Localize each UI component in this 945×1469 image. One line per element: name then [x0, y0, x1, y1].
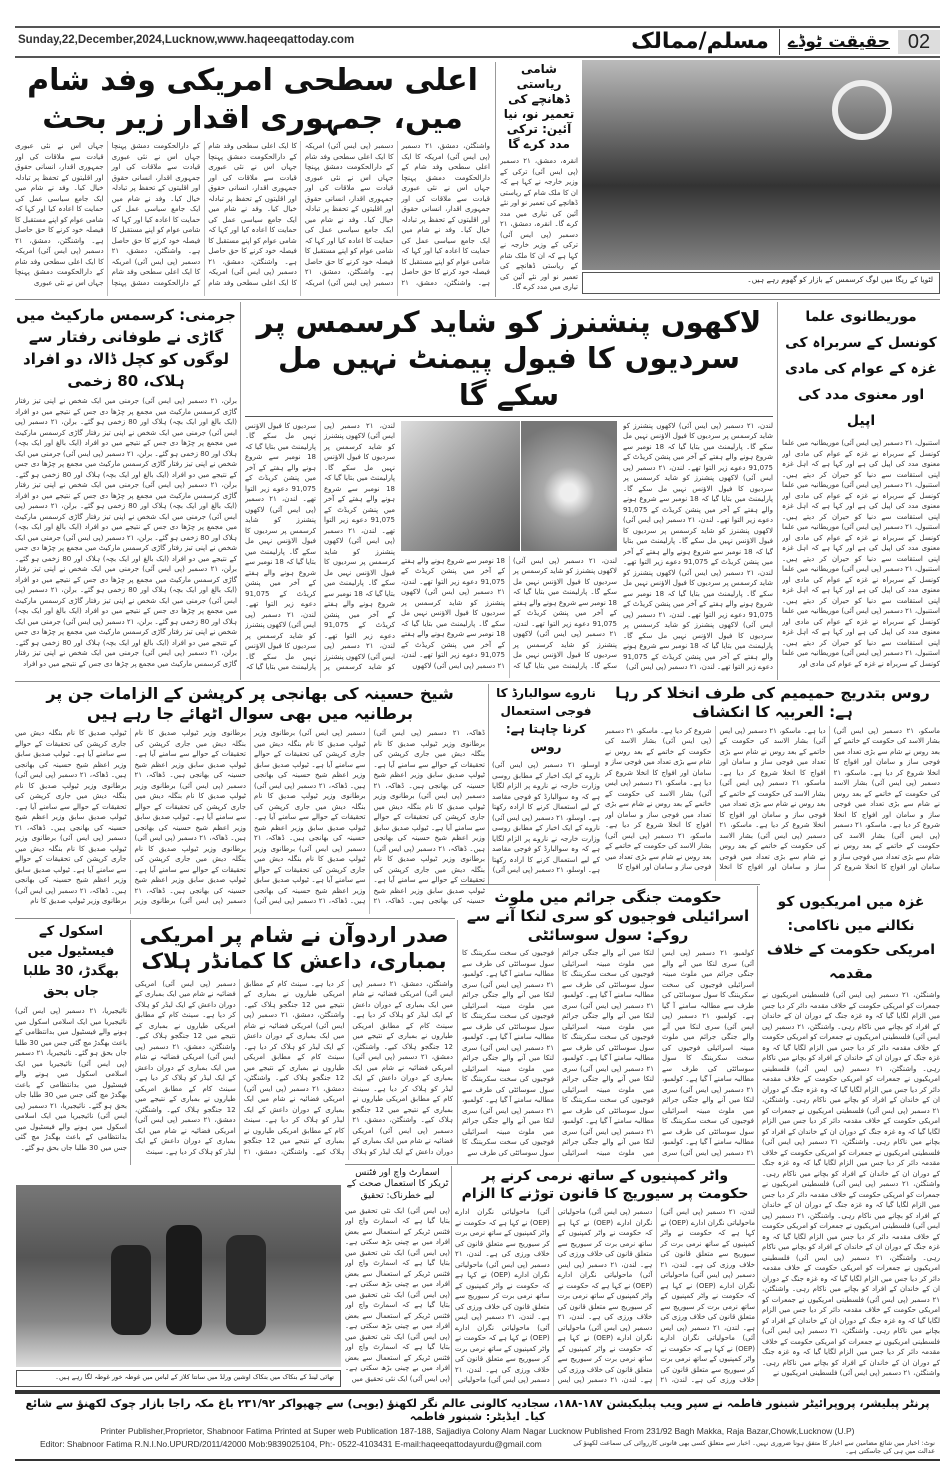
- christmas-market-photo: [582, 60, 940, 270]
- us-delegation-article: [15, 62, 490, 296]
- gaza-body: واشنگٹن، ۲۱ دسمبر (پی ایس آئی) فلسطینی امریکیوں نے جمعرات کو امریکی حکومت کے خلاف مقدمہ دائر کر دیا جس میں الزام لگایا گیا کہ وہ غزہ جنگ کے دوران ان کے خاندان کے افراد کو بچانے میں ناکام رہی۔ واشنگٹن، ۲۱ دسمبر (پی ایس آئی) فلسطینی امریکیوں نے جمعرات کو امریکی حکومت کے خلاف مقدمہ دائر کر دیا جس میں الزام لگایا گیا کہ وہ غزہ جنگ کے دوران ان کے خاندان کے افراد کو بچانے میں ناکام رہی۔ واشنگٹن، ۲۱ دسمبر (پی ایس آئی) فلسطینی امریکیوں نے جمعرات کو امریکی حکومت کے خلاف مقدمہ دائر کر دیا جس میں الزام لگایا گیا کہ وہ غزہ جنگ کے دوران ان کے خاندان کے افراد کو بچانے میں ناکام رہی۔ واشنگٹن، ۲۱ دسمبر (پی ایس آئی) فلسطینی امریکیوں نے جمعرات کو امریکی حکومت کے خلاف مقدمہ دائر کر دیا جس میں الزام لگایا گیا کہ وہ غزہ جنگ کے دوران ان کے خاندان کے افراد کو بچانے میں ناکام رہی۔ واشنگٹن، ۲۱ دسمبر (پی ایس آئی) فلسطینی امریکیوں نے جمعرات کو امریکی حکومت کے خلاف مقدمہ دائر کر دیا جس میں الزام لگایا گیا کہ وہ غزہ جنگ کے دوران ان کے خاندان کے افراد کو بچانے میں ناکام رہی۔ واشنگٹن، ۲۱ دسمبر (پی ایس آئی) فلسطینی امریکیوں نے جمعرات کو امریکی حکومت کے خلاف مقدمہ دائر کر دیا جس میں الزام لگایا گیا کہ وہ غزہ جنگ کے دوران ان کے خاندان کے افراد کو بچانے میں ناکام رہی۔ واشنگٹن، ۲۱ دسمبر (پی ایس آئی) فلسطینی امریکیوں نے جمعرات کو امریکی حکومت کے خلاف مقدمہ دائر کر دیا جس میں الزام لگایا گیا کہ وہ غزہ جنگ کے دوران ان کے خاندان کے افراد کو بچانے میں ناکام رہی۔ واشنگٹن، ۲۱ دسمبر (پی ایس آئی) فلسطینی امریکیوں نے جمعرات کو امریکی حکومت کے خلاف مقدمہ دائر کر دیا جس میں الزام لگایا گیا کہ وہ غزہ جنگ کے دوران ان کے خاندان کے افراد کو بچانے میں ناکام رہی۔ واشنگٹن، ۲۱ دسمبر (پی ایس آئی) فلسطینی امریکیوں نے جمعرات کو امریکی حکومت کے خلاف مقدمہ دائر کر دیا جس میں الزام لگایا گیا کہ وہ غزہ جنگ کے دوران ان کے خاندان کے افراد کو بچانے میں ناکام رہی۔ واشنگٹن، ۲۱ دسمبر (پی ایس آئی) فلسطینی امریکیوں نے جمعرات کو امریکی حکومت کے خلاف مقدمہ دائر کر دیا جس میں الزام لگایا گیا کہ وہ غزہ جنگ کے دوران ان کے خاندان کے افراد کو بچانے میں ناکام رہی۔ واشنگٹن، ۲۱ دسمبر (پی ایس آئی) فلسطینی امریکیوں نے: [762, 991, 940, 1377]
- santa-divers-photo: [16, 1185, 341, 1367]
- srilanka-body: کولمبو، ۲۱ دسمبر (پی ایس آئی) سری لنکا میں آنے والے جنگی جرائم میں ملوث مبینہ اسرائیلی فوجیوں کی سخت سکریننگ کا سول سوسائٹی کی طرف سے مطالبہ سامنے آ گیا ہے۔ کولمبو، ۲۱ دسمبر (پی ایس آئی) سری لنکا میں آنے والے جنگی جرائم میں ملوث مبینہ اسرائیلی فوجیوں کی سخت سکریننگ کا سول سوسائٹی کی طرف سے مطالبہ سامنے آ گیا ہے۔ کولمبو، ۲۱ دسمبر (پی ایس آئی) سری لنکا میں آنے والے جنگی جرائم میں ملوث مبینہ اسرائیلی فوجیوں کی سخت سکریننگ کا سول سوسائٹی کی طرف سے مطالبہ سامنے آ گیا ہے۔ کولمبو، ۲۱ دسمبر (پی ایس آئی) سری لنکا میں آنے والے جنگی جرائم میں ملوث مبینہ اسرائیلی فوجیوں کی سخت سکریننگ کا سول سوسائٹی کی طرف سے مطالبہ سامنے آ گیا ہے۔ کولمبو، ۲۱ دسمبر (پی ایس آئی) سری لنکا میں آنے والے جنگی جرائم میں ملوث مبینہ اسرائیلی فوجیوں کی سخت سکریننگ کا سول سوسائٹی کی طرف سے مطالبہ سامنے آ گیا ہے۔ کولمبو، ۲۱ دسمبر (پی ایس آئی) سری لنکا میں آنے والے جنگی جرائم میں ملوث مبینہ اسرائیلی فوجیوں کی سخت سکریننگ کا سول سوسائٹی کی طرف سے مطالبہ سامنے آ گیا ہے۔ کولمبو، ۲۱ دسمبر (پی ایس آئی) سری لنکا میں آنے والے جنگی جرائم میں ملوث مبینہ اسرائیلی فوجیوں کی سخت سکریننگ کا سول سوسائٹی کی طرف سے مطالبہ سامنے آ گیا ہے۔ کولمبو، ۲۱ دسمبر (پی ایس آئی) سری لنکا میں آنے والے جنگی جرائم میں ملوث مبینہ اسرائیلی فوجیوں کی سخت سکریننگ کا سول سوسائٹی کی طرف سے مطالبہ سامنے آ گیا ہے۔ کولمبو، ۲۱ دسمبر (پی ایس آئی) سری لنکا میں آنے والے جنگی جرائم میں ملوث مبینہ اسرائیلی فوجیوں کی سخت سکریننگ کا سول سوسائٹی کی طرف سے مطالبہ سامنے آ گیا ہے۔ کولمبو، ۲۱ دسمبر (پی ایس آئی) سری لنکا میں آنے والے جنگی جرائم میں ملوث مبینہ اسرائیلی فوجیوں کی سخت سکریننگ کا سول سوسائٹی کی طرف سے: [462, 949, 754, 1157]
- water-headline: واٹر کمپنیوں کے ساتھ نرمی کرنے پر حکومت پر سیوریج کا قانون توڑنے کا الزام: [461, 1168, 749, 1202]
- smartwatch-headline: اسمارٹ واچ اور فٹنس ٹریکر کا استعمال صحت کے لیے خطرناک: تحقیق: [346, 1168, 449, 1201]
- smartwatch-body: (پی ایس آئی) ایک نئی تحقیق میں بتایا گیا ہے کہ اسمارٹ واچ اور فٹنس ٹریکر کے استعمال سے بعض افراد میں بے چینی بڑھ سکتی ہے۔ (پی ایس آئی) ایک نئی تحقیق میں بتایا گیا ہے کہ اسمارٹ واچ اور فٹنس ٹریکر کے استعمال سے بعض افراد میں بے چینی بڑھ سکتی ہے۔ (پی ایس آئی) ایک نئی تحقیق میں بتایا گیا ہے کہ اسمارٹ واچ اور فٹنس ٹریکر کے استعمال سے بعض افراد میں بے چینی بڑھ سکتی ہے۔ (پی ایس آئی) ایک نئی تحقیق میں بتایا گیا ہے کہ اسمارٹ واچ اور فٹنس ٹریکر کے استعمال سے بعض افراد میں بے چینی بڑھ سکتی ہے۔ (پی ایس آئی) ایک نئی تحقیق میں: [345, 1206, 450, 1383]
- germany-article: [15, 304, 237, 678]
- erdogan-article: [135, 922, 453, 1160]
- norway-article: [492, 684, 600, 882]
- turkey-headline: شامی ریاستی ڈھانچے کی تعمیر نو، نیا آئین: ترکی مدد کرے گا: [503, 62, 575, 151]
- diver-figure-icon: [226, 1235, 266, 1335]
- photo-caption: لٹویا کے ریگا میں لوگ کرسمس کے بازار کو گھوم رہے ہیں۔: [582, 272, 940, 294]
- imprint-english: Printer Publisher,Proprietor, Shabnoor Fatima Printed at Super web Publication 187-188, Sajjadiya Colony Alam Nagar Lucknow Published From 231/92 Bagh Makka, Raja Bazar,Chowk,Lucknow (U.P): [100, 1426, 855, 1436]
- hasina-headline: شیخ حسینہ کی بھانجی پر کرپشن کے الزامات جن پر برطانیہ میں بھی سوال اٹھائے جا رہے ہیں: [46, 684, 454, 723]
- school-article: [15, 922, 127, 1160]
- pensioners-body-left: لندن، ۲۱ دسمبر (پی ایس آئی) لاکھوں پنشنرز کو شاید کرسمس پر سردیوں کا فیول الاؤنس نہیں مل سکے گا۔ پارلیمنٹ میں بتایا گیا کہ 18 نومبر سے شروع ہونے والے ہفتے کے آخر میں پنشن کریڈٹ کے 91,075 دعوے زیر التوا تھے۔ لندن، ۲۱ دسمبر (پی ایس آئی) لاکھوں پنشنرز کو شاید کرسمس پر سردیوں کا فیول الاؤنس نہیں مل سکے گا۔ پارلیمنٹ میں بتایا گیا کہ 18 نومبر سے شروع ہونے والے ہفتے کے آخر میں پنشن کریڈٹ کے 91,075 دعوے زیر التوا تھے۔ لندن، ۲۱ دسمبر (پی ایس آئی) لاکھوں پنشنرز کو شاید کرسمس پر سردیوں کا فیول الاؤنس نہیں مل سکے گا۔ پارلیمنٹ میں بتایا گیا کہ 18 نومبر سے شروع ہونے والے ہفتے کے آخر میں پنشن کریڈٹ کے 91,075 دعوے زیر التوا تھے۔ لندن، ۲۱ دسمبر (پی ایس آئی) لاکھوں پنشنرز کو شاید کرسمس پر سردیوں کا فیول الاؤنس نہیں مل سکے گا۔ پارلیمنٹ میں بتایا گیا کہ 18 نومبر سے شروع ہونے والے ہفتے کے آخر میں پنشن کریڈٹ کے 91,075 دعوے زیر التوا تھے۔ لندن، ۲۱ دسمبر (پی ایس آئی) لاکھوں پنشنرز کو شاید کرسمس پر سردیوں کا فیول الاؤنس نہیں مل سکے گا۔ پارلیمنٹ میں بتایا گیا کہ: [245, 421, 395, 672]
- pensioners-photos: [401, 421, 617, 551]
- date-line: Sunday,22,December,2024,Lucknow,www.haqeeqattoday.com: [18, 34, 355, 46]
- water-body: لندن، ۲۱ دسمبر (پی ایس آئی) ماحولیاتی نگران ادارے (OEP) نے کہا ہے کہ حکومت نے واٹر کمپنیوں کے ساتھ نرمی برت کر سیوریج سے متعلق قانون کی خلاف ورزی کی ہے۔ لندن، ۲۱ دسمبر (پی ایس آئی) ماحولیاتی نگران ادارے (OEP) نے کہا ہے کہ حکومت نے واٹر کمپنیوں کے ساتھ نرمی برت کر سیوریج سے متعلق قانون کی خلاف ورزی کی ہے۔ لندن، ۲۱ دسمبر (پی ایس آئی) ماحولیاتی نگران ادارے (OEP) نے کہا ہے کہ حکومت نے واٹر کمپنیوں کے ساتھ نرمی برت کر سیوریج سے متعلق قانون کی خلاف ورزی کی ہے۔ لندن، ۲۱ دسمبر (پی ایس آئی) ماحولیاتی نگران ادارے (OEP) نے کہا ہے کہ حکومت نے واٹر کمپنیوں کے ساتھ نرمی برت کر سیوریج سے متعلق قانون کی خلاف ورزی کی ہے۔ لندن، ۲۱ دسمبر (پی ایس آئی) ماحولیاتی نگران ادارے (OEP) نے کہا ہے کہ حکومت نے واٹر کمپنیوں کے ساتھ نرمی برت کر سیوریج سے متعلق قانون کی خلاف ورزی کی ہے۔ لندن، ۲۱ دسمبر (پی ایس آئی) ماحولیاتی نگران ادارے (OEP) نے کہا ہے کہ حکومت نے واٹر کمپنیوں کے ساتھ نرمی برت کر سیوریج سے متعلق قانون کی خلاف ورزی کی ہے۔ لندن، ۲۱ دسمبر (پی ایس آئی) ماحولیاتی نگران ادارے (OEP) نے کہا ہے کہ حکومت نے واٹر کمپنیوں کے ساتھ نرمی برت کر سیوریج سے متعلق قانون کی خلاف ورزی کی ہے۔ لندن، ۲۱ دسمبر (پی ایس آئی) ماحولیاتی نگران ادارے (OEP) نے کہا ہے کہ حکومت نے واٹر کمپنیوں کے ساتھ نرمی برت کر سیوریج سے متعلق قانون کی خلاف ورزی کی ہے۔ لندن، ۲۱ دسمبر (پی ایس آئی) ماحولیاتی نگران ادارے (OEP) نے کہا ہے کہ حکومت نے واٹر کمپنیوں کے ساتھ نرمی برت کر سیوریج سے متعلق قانون کی خلاف ورزی کی ہے۔ لندن، ۲۱ دسمبر (پی ایس آئی) ماحولیاتی: [455, 1208, 755, 1384]
- school-body: نائیجیریا، ۲۱ دسمبر (پی ایس آئی) نائیجیریا میں ایک اسلامی اسکول میں ہونے والے فیسٹیول میں بدانتظامی کے باعث بھگدڑ مچ گئی جس میں 30 طلبا جاں بحق ہو گئے۔ نائیجیریا، ۲۱ دسمبر (پی ایس آئی) نائیجیریا میں ایک اسلامی اسکول میں ہونے والے فیسٹیول میں بدانتظامی کے باعث بھگدڑ مچ گئی جس میں 30 طلبا جاں بحق ہو گئے۔ نائیجیریا، ۲۱ دسمبر (پی ایس آئی) نائیجیریا میں ایک اسلامی اسکول میں ہونے والے فیسٹیول میں بدانتظامی کے باعث بھگدڑ مچ گئی جس میں 30 طلبا جاں بحق ہو گئے۔: [15, 1007, 127, 1152]
- russia-body: ماسکو، ۲۱ دسمبر (پی ایس آئی) بشار الاسد کی حکومت کے خاتمے کے بعد روس نے شام سے بڑی تعداد میں فوجی ساز و سامان اور افواج کا انخلا شروع کر دیا ہے۔ ماسکو، ۲۱ دسمبر (پی ایس آئی) بشار الاسد کی حکومت کے خاتمے کے بعد روس نے شام سے بڑی تعداد میں فوجی ساز و سامان اور افواج کا انخلا شروع کر دیا ہے۔ ماسکو، ۲۱ دسمبر (پی ایس آئی) بشار الاسد کی حکومت کے خاتمے کے بعد روس نے شام سے بڑی تعداد میں فوجی ساز و سامان اور افواج کا انخلا شروع کر دیا ہے۔ ماسکو، ۲۱ دسمبر (پی ایس آئی) بشار الاسد کی حکومت کے خاتمے کے بعد روس نے شام سے بڑی تعداد میں فوجی ساز و سامان اور افواج کا انخلا شروع کر دیا ہے۔ ماسکو، ۲۱ دسمبر (پی ایس آئی) بشار الاسد کی حکومت کے خاتمے کے بعد روس نے شام سے بڑی تعداد میں فوجی ساز و سامان اور افواج کا انخلا شروع کر دیا ہے۔ ماسکو، ۲۱ دسمبر (پی ایس آئی) بشار الاسد کی حکومت کے خاتمے کے بعد روس نے شام سے بڑی تعداد میں فوجی ساز و سامان اور افواج کا انخلا شروع کر دیا ہے۔ ماسکو، ۲۱ دسمبر (پی ایس آئی) بشار الاسد کی حکومت کے خاتمے کے بعد روس نے شام سے بڑی تعداد میں فوجی ساز و سامان اور افواج کا انخلا شروع کر دیا ہے۔ ماسکو، ۲۱ دسمبر (پی ایس آئی) بشار الاسد کی حکومت کے خاتمے کے بعد روس نے شام سے بڑی تعداد میں فوجی ساز و سامان اور افواج کا انخلا شروع کر دیا ہے۔ ماسکو، ۲۱ دسمبر (پی ایس آئی) بشار الاسد کی حکومت کے خاتمے کے بعد روس نے شام سے بڑی تعداد میں فوجی ساز و سامان اور افواج کا: [605, 726, 940, 871]
- us-delegation-body: واشنگٹن، دمشق، ۲۱ دسمبر (پی ایس آئی) امریکہ کا ایک اعلی سطحی وفد شام کے دارالحکومت دمشق پہنچا جہاں اس نے نئی عبوری قیادت سے ملاقات کی اور جمہوری اقدار، انسانی حقوق اور اقلیتوں کے تحفظ پر تبادلہ خیال کیا۔ وفد نے شام میں ایک جامع سیاسی عمل کی حمایت کا اعادہ کیا اور کہا کہ شامی عوام کو اپنے مستقبل کا فیصلہ خود کرنے کا حق حاصل ہے۔ واشنگٹن، دمشق، ۲۱ دسمبر (پی ایس آئی) امریکہ کا ایک اعلی سطحی وفد شام کے دارالحکومت دمشق پہنچا جہاں اس نے نئی عبوری قیادت سے ملاقات کی اور جمہوری اقدار، انسانی حقوق اور اقلیتوں کے تحفظ پر تبادلہ خیال کیا۔ وفد نے شام میں ایک جامع سیاسی عمل کی حمایت کا اعادہ کیا اور کہا کہ شامی عوام کو اپنے مستقبل کا فیصلہ خود کرنے کا حق حاصل ہے۔ واشنگٹن، دمشق، ۲۱ دسمبر (پی ایس آئی) امریکہ کا ایک اعلی سطحی وفد شام کے دارالحکومت دمشق پہنچا جہاں اس نے نئی عبوری قیادت سے ملاقات کی اور جمہوری اقدار، انسانی حقوق اور اقلیتوں کے تحفظ پر تبادلہ خیال کیا۔ وفد نے شام میں ایک جامع سیاسی عمل کی حمایت کا اعادہ کیا اور کہا کہ شامی عوام کو اپنے مستقبل کا فیصلہ خود کرنے کا حق حاصل ہے۔ واشنگٹن، دمشق، ۲۱ دسمبر (پی ایس آئی) امریکہ کا ایک اعلی سطحی وفد شام کے دارالحکومت دمشق پہنچا جہاں اس نے نئی عبوری قیادت سے ملاقات کی اور جمہوری اقدار، انسانی حقوق اور اقلیتوں کے تحفظ پر تبادلہ خیال کیا۔ وفد نے شام میں ایک جامع سیاسی عمل کی حمایت کا اعادہ کیا اور کہا کہ شامی عوام کو اپنے مستقبل کا فیصلہ خود کرنے کا حق حاصل ہے۔ واشنگٹن، دمشق، ۲۱ دسمبر (پی ایس آئی) امریکہ کا ایک اعلی سطحی وفد شام کے دارالحکومت دمشق پہنچا جہاں اس نے نئی عبوری قیادت سے ملاقات کی اور جمہوری اقدار، انسانی حقوق اور اقلیتوں کے تحفظ پر تبادلہ خیال کیا۔ وفد نے شام میں ایک جامع سیاسی عمل کی حمایت کا اعادہ کیا اور کہا کہ شامی عوام کو اپنے مستقبل کا فیصلہ خود کرنے کا حق حاصل ہے۔ واشنگٹن، دمشق، ۲۱ دسمبر (پی ایس آئی) امریکہ کا ایک اعلی سطحی وفد شام کے دارالحکومت دمشق پہنچا جہاں اس نے نئی عبوری: [15, 142, 490, 287]
- norway-headline: ناروے سوالبارڈ کا فوجی استعمال کرنا چاہتا ہے: روس: [496, 686, 596, 754]
- imprint-urdu: پرنٹر پبلیشر، پروپرائیٹر شبنور فاطمہ نے سپر ویب پبلیکیشن ۱۸۷-۱۸۸، سجادیہ کالونی عالم نگر لکھنؤ (یوپی) سے چھپواکر ۲۳۱/۹۲ باغ مکہ راجا بازار چوک لکھنؤ سے شائع کیا۔ ایڈیٹر: شبنور فاطمہ: [25, 1397, 930, 1423]
- pensioners-lead: لندن، ۲۱ دسمبر (پی ایس آئی) لاکھوں پنشنرز کو شاید کرسمس پر سردیوں کا فیول الاؤنس نہیں مل سکے گا۔ پارلیمنٹ میں بتایا گیا کہ 18 نومبر سے شروع ہونے والے ہفتے کے آخر میں پنشن کریڈٹ کے 91,075 دعوے زیر التوا تھے۔ لندن، ۲۱ دسمبر (پی ایس آئی) لاکھوں پنشنرز کو شاید کرسمس پر سردیوں کا فیول الاؤنس نہیں مل سکے گا۔ پارلیمنٹ میں بتایا گیا کہ 18 نومبر سے شروع ہونے والے ہفتے کے آخر میں پنشن کریڈٹ کے 91,075 دعوے زیر التوا تھے۔ لندن، ۲۱ دسمبر (پی ایس آئی) لاکھوں پنشنرز کو شاید کرسمس پر سردیوں کا فیول الاؤنس نہیں مل سکے گا۔ پارلیمنٹ میں بتایا گیا کہ 18 نومبر سے شروع ہونے والے ہفتے کے آخر میں پنشن کریڈٹ کے 91,075 دعوے زیر التوا تھے۔ لندن، ۲۱ دسمبر (پی ایس آئی) لاکھوں پنشنرز کو شاید کرسمس پر سردیوں کا فیول الاؤنس نہیں مل سکے گا۔ پارلیمنٹ میں بتایا گیا کہ 18 نومبر سے شروع ہونے والے ہفتے کے آخر میں پنشن کریڈٹ کے 91,075 دعوے زیر التوا تھے۔ لندن، ۲۱ دسمبر (پی ایس آئی) لاکھوں پنشنرز کو شاید کرسمس پر سردیوں کا فیول الاؤنس نہیں مل سکے گا۔ پارلیمنٹ میں بتایا گیا کہ 18 نومبر سے شروع ہونے والے ہفتے کے آخر میں پنشن کریڈٹ کے 91,075 دعوے زیر التوا تھے۔ لندن، ۲۱ دسمبر (پی ایس آئی): [623, 421, 773, 672]
- photo-caption: تھائی لینڈ کے بنکاک میں بنکاک اوشین ورلڈ میں سانتا کلاز کے لباس میں غوطہ خور غوطہ لگا رہے ہیں۔: [16, 1370, 341, 1387]
- us-delegation-headline: اعلی سطحی امریکی وفد شام میں، جمہوری اقدار زیر بحث: [27, 63, 478, 136]
- russia-article: [605, 684, 940, 881]
- coins-in-hand-photo: [521, 421, 617, 551]
- water-article: [455, 1168, 755, 1386]
- pensioners-article: [245, 304, 773, 678]
- erdogan-headline: صدر اردوآن نے شام پر امریکی بمباری، داعش کا کمانڈر ہلاک: [139, 923, 449, 974]
- school-headline: اسکول کے فیسٹیول میں بھگدڑ، 30 طلبا جاں بحق: [23, 924, 119, 999]
- srilanka-article: [462, 888, 754, 1162]
- header-masthead-group: [631, 28, 940, 55]
- pensioners-headline: لاکھوں پنشنرز کو شاید کرسمس پر سردیوں کا فیول پیمنٹ نہیں مل سکے گا: [245, 304, 773, 417]
- turkey-article: [500, 62, 578, 295]
- pensioners-body-bottom: لندن، ۲۱ دسمبر (پی ایس آئی) لاکھوں پنشنرز کو شاید کرسمس پر سردیوں کا فیول الاؤنس نہیں مل سکے گا۔ پارلیمنٹ میں بتایا گیا کہ 18 نومبر سے شروع ہونے والے ہفتے کے آخر میں پنشن کریڈٹ کے 91,075 دعوے زیر التوا تھے۔ لندن، ۲۱ دسمبر (پی ایس آئی) لاکھوں پنشنرز کو شاید کرسمس پر سردیوں کا فیول الاؤنس نہیں مل سکے گا۔ پارلیمنٹ میں بتایا گیا کہ 18 نومبر سے شروع ہونے والے ہفتے کے آخر میں پنشن کریڈٹ کے 91,075 دعوے زیر التوا تھے۔ لندن، ۲۱ دسمبر (پی ایس آئی) لاکھوں پنشنرز کو شاید کرسمس پر سردیوں کا فیول الاؤنس نہیں مل سکے گا۔ پارلیمنٹ میں بتایا گیا کہ 18 نومبر سے شروع ہونے والے ہفتے کے آخر میں پنشن کریڈٹ کے 91,075 دعوے زیر التوا تھے۔ لندن، ۲۱ دسمبر (پی ایس آئی) لاکھوں: [401, 556, 617, 670]
- masthead-logo: حقیقت ٹوڈے: [787, 32, 890, 52]
- russia-headline: روس بتدریج حمیمیم کی طرف انخلا کر رہا ہے: العربیہ کا انکشاف: [615, 684, 930, 721]
- disclaimer: نوٹ: اخبار میں شائع مضامین سے اخبار کا متفق ہونا ضروری نہیں۔ اخبار سے متعلق کسی بھی قانونی کارروائی کی سماعت لکھنؤ کی عدالت میں ہی کی جاسکتی ہے۔: [573, 1439, 935, 1455]
- turkey-body: انقرہ، دمشق، ۲۱ دسمبر (پی ایس آئی) ترکی کے وزیر خارجہ نے کہا ہے کہ ان کا ملک شام کے ریاستی ڈھانچے کی تعمیر نو اور نئے آئین کی تیاری میں مدد کرے گا۔ انقرہ، دمشق، ۲۱ دسمبر (پی ایس آئی) ترکی کے وزیر خارجہ نے کہا ہے کہ ان کا ملک شام کے ریاستی ڈھانچے کی تعمیر نو اور نئے آئین کی تیاری میں مدد کرے گا۔: [500, 157, 578, 291]
- heater-photo: [401, 421, 520, 551]
- mauritania-body: استنبول، ۲۱ دسمبر (پی ایس آئی) موریطانیہ میں علما کونسل کے سربراہ نے غزہ کے عوام کی مادی اور معنوی مدد کی اپیل کی ہے اور کہا ہے کہ اہل غزہ اپنی استقامت سے دنیا کو حیران کر دیتے ہیں۔ استنبول، ۲۱ دسمبر (پی ایس آئی) موریطانیہ میں علما کونسل کے سربراہ نے غزہ کے عوام کی مادی اور معنوی مدد کی اپیل کی ہے اور کہا ہے کہ اہل غزہ اپنی استقامت سے دنیا کو حیران کر دیتے ہیں۔ استنبول، ۲۱ دسمبر (پی ایس آئی) موریطانیہ میں علما کونسل کے سربراہ نے غزہ کے عوام کی مادی اور معنوی مدد کی اپیل کی ہے اور کہا ہے کہ اہل غزہ اپنی استقامت سے دنیا کو حیران کر دیتے ہیں۔ استنبول، ۲۱ دسمبر (پی ایس آئی) موریطانیہ میں علما کونسل کے سربراہ نے غزہ کے عوام کی مادی اور معنوی مدد کی اپیل کی ہے اور کہا ہے کہ اہل غزہ اپنی استقامت سے دنیا کو حیران کر دیتے ہیں۔ استنبول، ۲۱ دسمبر (پی ایس آئی) موریطانیہ میں علما کونسل کے سربراہ نے غزہ کے عوام کی مادی اور معنوی مدد کی اپیل کی ہے اور کہا ہے کہ اہل غزہ اپنی استقامت سے دنیا کو حیران کر دیتے ہیں۔ استنبول، ۲۱ دسمبر (پی ایس آئی) موریطانیہ میں علما کونسل کے سربراہ نے غزہ کے عوام کی مادی اور: [782, 439, 940, 668]
- footer-bottom-row: [15, 1439, 940, 1455]
- gaza-article: [762, 890, 940, 1385]
- pensioners-content: [245, 421, 773, 678]
- footer: [15, 1390, 940, 1461]
- diver-figure-icon: [166, 1225, 202, 1335]
- hasina-body: ڈھاکہ، ۲۱ دسمبر (پی ایس آئی) برطانوی وزیر ٹیولپ صدیق کا نام بنگلہ دیش میں جاری کرپشن کی تحقیقات کے حوالے سے سامنے آیا ہے۔ ٹیولپ صدیق سابق وزیر اعظم شیخ حسینہ کی بھانجی ہیں۔ ڈھاکہ، ۲۱ دسمبر (پی ایس آئی) برطانوی وزیر ٹیولپ صدیق کا نام بنگلہ دیش میں جاری کرپشن کی تحقیقات کے حوالے سے سامنے آیا ہے۔ ٹیولپ صدیق سابق وزیر اعظم شیخ حسینہ کی بھانجی ہیں۔ ڈھاکہ، ۲۱ دسمبر (پی ایس آئی) برطانوی وزیر ٹیولپ صدیق کا نام بنگلہ دیش میں جاری کرپشن کی تحقیقات کے حوالے سے سامنے آیا ہے۔ ٹیولپ صدیق سابق وزیر اعظم شیخ حسینہ کی بھانجی ہیں۔ ڈھاکہ، ۲۱ دسمبر (پی ایس آئی) برطانوی وزیر ٹیولپ صدیق کا نام بنگلہ دیش میں جاری کرپشن کی تحقیقات کے حوالے سے سامنے آیا ہے۔ ٹیولپ صدیق سابق وزیر اعظم شیخ حسینہ کی بھانجی ہیں۔ ڈھاکہ، ۲۱ دسمبر (پی ایس آئی) برطانوی وزیر ٹیولپ صدیق کا نام بنگلہ دیش میں جاری کرپشن کی تحقیقات کے حوالے سے سامنے آیا ہے۔ ٹیولپ صدیق سابق وزیر اعظم شیخ حسینہ کی بھانجی ہیں۔ ڈھاکہ، ۲۱ دسمبر (پی ایس آئی) برطانوی وزیر ٹیولپ صدیق کا نام بنگلہ دیش میں جاری کرپشن کی تحقیقات کے حوالے سے سامنے آیا ہے۔ ٹیولپ صدیق سابق وزیر اعظم شیخ حسینہ کی بھانجی ہیں۔ ڈھاکہ، ۲۱ دسمبر (پی ایس آئی) برطانوی وزیر ٹیولپ صدیق کا نام بنگلہ دیش میں جاری کرپشن کی تحقیقات کے حوالے سے سامنے آیا ہے۔ ٹیولپ صدیق سابق وزیر اعظم شیخ حسینہ کی بھانجی ہیں۔ ڈھاکہ، ۲۱ دسمبر (پی ایس آئی) برطانوی وزیر ٹیولپ صدیق کا نام بنگلہ دیش میں جاری کرپشن کی تحقیقات کے حوالے سے سامنے آیا ہے۔ ٹیولپ صدیق سابق وزیر اعظم شیخ حسینہ کی بھانجی ہیں۔ ڈھاکہ، ۲۱ دسمبر (پی ایس آئی) برطانوی وزیر ٹیولپ صدیق کا نام بنگلہ دیش میں جاری کرپشن کی تحقیقات کے حوالے سے سامنے آیا ہے۔ ٹیولپ صدیق سابق وزیر اعظم شیخ حسینہ کی بھانجی ہیں۔ ڈھاکہ، ۲۱ دسمبر (پی ایس آئی) برطانوی وزیر ٹیولپ صدیق کا نام بنگلہ دیش میں جاری کرپشن کی تحقیقات کے حوالے سے سامنے آیا ہے۔ ٹیولپ صدیق سابق وزیر اعظم شیخ حسینہ کی بھانجی ہیں۔ ڈھاکہ، ۲۱ دسمبر (پی ایس آئی) برطانوی وزیر ٹیولپ صدیق کا نام بنگلہ دیش میں جاری کرپشن کی تحقیقات کے حوالے سے سامنے آیا ہے۔ ٹیولپ صدیق سابق وزیر اعظم شیخ حسینہ کی بھانجی ہیں۔ ڈھاکہ، ۲۱ دسمبر (پی ایس آئی) برطانوی وزیر ٹیولپ صدیق کا نام بنگلہ دیش میں جاری کرپشن کی تحقیقات کے حوالے سے سامنے آیا ہے۔ ٹیولپ صدیق سابق وزیر اعظم شیخ حسینہ کی بھانجی ہیں۔ ڈھاکہ، ۲۱ دسمبر (پی ایس آئی) برطانوی وزیر ٹیولپ صدیق کا نام: [15, 729, 485, 905]
- hasina-article: [15, 684, 485, 914]
- smartwatch-article: [345, 1168, 450, 1386]
- page-number: 02: [898, 30, 940, 54]
- mauritania-article: [782, 304, 940, 678]
- norway-body: اوسلو، ۲۱ دسمبر (پی ایس آئی) ناروے کے ایک اخبار کے مطابق روسی وزارت خارجہ نے ناروے پر الزام لگایا ہے کہ وہ سوالبارڈ کو فوجی مقاصد کے لیے استعمال کرنے کا ارادہ رکھتا ہے۔ اوسلو، ۲۱ دسمبر (پی ایس آئی) ناروے کے ایک اخبار کے مطابق روسی وزارت خارجہ نے ناروے پر الزام لگایا ہے کہ وہ سوالبارڈ کو فوجی مقاصد کے لیے استعمال کرنے کا ارادہ رکھتا ہے۔ اوسلو، ۲۱ دسمبر (پی ایس آئی): [492, 761, 600, 874]
- editor-line: Editor: Shabnoor Fatima R.N.I.No.UPURD/2011/42000 Mob:9839025104, Ph:- 0522-4103431 E-mail:haqeeqattodayurdu@gmail.com: [40, 1439, 542, 1449]
- germany-body: برلن، ۲۱ دسمبر (پی ایس آئی) جرمنی میں ایک شخص نے اپنی تیز رفتار گاڑی کرسمس مارکیٹ میں مجمع پر چڑھا دی جس کے نتیجے میں دو افراد (ایک بالغ اور ایک بچہ) ہلاک اور 80 زخمی ہو گئے۔ برلن، ۲۱ دسمبر (پی ایس آئی) جرمنی میں ایک شخص نے اپنی تیز رفتار گاڑی کرسمس مارکیٹ میں مجمع پر چڑھا دی جس کے نتیجے میں دو افراد (ایک بالغ اور ایک بچہ) ہلاک اور 80 زخمی ہو گئے۔ برلن، ۲۱ دسمبر (پی ایس آئی) جرمنی میں ایک شخص نے اپنی تیز رفتار گاڑی کرسمس مارکیٹ میں مجمع پر چڑھا دی جس کے نتیجے میں دو افراد (ایک بالغ اور ایک بچہ) ہلاک اور 80 زخمی ہو گئے۔ برلن، ۲۱ دسمبر (پی ایس آئی) جرمنی میں ایک شخص نے اپنی تیز رفتار گاڑی کرسمس مارکیٹ میں مجمع پر چڑھا دی جس کے نتیجے میں دو افراد (ایک بالغ اور ایک بچہ) ہلاک اور 80 زخمی ہو گئے۔ برلن، ۲۱ دسمبر (پی ایس آئی) جرمنی میں ایک شخص نے اپنی تیز رفتار گاڑی کرسمس مارکیٹ میں مجمع پر چڑھا دی جس کے نتیجے میں دو افراد (ایک بالغ اور ایک بچہ) ہلاک اور 80 زخمی ہو گئے۔ برلن، ۲۱ دسمبر (پی ایس آئی) جرمنی میں ایک شخص نے اپنی تیز رفتار گاڑی کرسمس مارکیٹ میں مجمع پر چڑھا دی جس کے نتیجے میں دو افراد (ایک بالغ اور ایک بچہ) ہلاک اور 80 زخمی ہو گئے۔ برلن، ۲۱ دسمبر (پی ایس آئی) جرمنی میں ایک شخص نے اپنی تیز رفتار گاڑی کرسمس مارکیٹ میں مجمع پر چڑھا دی جس کے نتیجے میں دو افراد (ایک بالغ اور ایک بچہ) ہلاک اور 80 زخمی ہو گئے۔ برلن، ۲۱ دسمبر (پی ایس آئی) جرمنی میں ایک شخص نے اپنی تیز رفتار گاڑی کرسمس مارکیٹ میں مجمع پر چڑھا دی جس کے نتیجے میں دو افراد (ایک بالغ اور ایک بچہ) ہلاک اور 80 زخمی ہو گئے۔ برلن، ۲۱ دسمبر (پی ایس آئی) جرمنی میں ایک شخص نے اپنی تیز رفتار گاڑی کرسمس مارکیٹ میں مجمع پر چڑھا دی جس کے نتیجے میں دو افراد (ایک بالغ اور ایک بچہ) ہلاک اور 80 زخمی ہو گئے۔ برلن، ۲۱ دسمبر (پی ایس آئی) جرمنی میں ایک شخص نے اپنی تیز رفتار گاڑی کرسمس مارکیٹ میں مجمع پر چڑھا دی جس کے نتیجے میں دو افراد: [15, 397, 237, 668]
- pensioners-middle: [401, 421, 617, 678]
- erdogan-body: واشنگٹن، دمشق، ۲۱ دسمبر (پی ایس آئی) امریکی فضائیہ نے شام میں ایک بمباری کے دوران داعش کے ایک لیڈر کو ہلاک کر دیا ہے۔ سینٹ کام کے مطابق امریکی طیاروں نے بمباری کے نتیجے میں 12 جنگجو ہلاک کیے۔ واشنگٹن، دمشق، ۲۱ دسمبر (پی ایس آئی) امریکی فضائیہ نے شام میں ایک بمباری کے دوران داعش کے ایک لیڈر کو ہلاک کر دیا ہے۔ سینٹ کام کے مطابق امریکی طیاروں نے بمباری کے نتیجے میں 12 جنگجو ہلاک کیے۔ واشنگٹن، دمشق، ۲۱ دسمبر (پی ایس آئی) امریکی فضائیہ نے شام میں ایک بمباری کے دوران داعش کے ایک لیڈر کو ہلاک کر دیا ہے۔ سینٹ کام کے مطابق امریکی طیاروں نے بمباری کے نتیجے میں 12 جنگجو ہلاک کیے۔ واشنگٹن، دمشق، ۲۱ دسمبر (پی ایس آئی) امریکی فضائیہ نے شام میں ایک بمباری کے دوران داعش کے ایک لیڈر کو ہلاک کر دیا ہے۔ سینٹ کام کے مطابق امریکی طیاروں نے بمباری کے نتیجے میں 12 جنگجو ہلاک کیے۔ واشنگٹن، دمشق، ۲۱ دسمبر (پی ایس آئی) امریکی فضائیہ نے شام میں ایک بمباری کے دوران داعش کے ایک لیڈر کو ہلاک کر دیا ہے۔ سینٹ کام کے مطابق امریکی طیاروں نے بمباری کے نتیجے میں 12 جنگجو ہلاک کیے۔ واشنگٹن، دمشق، ۲۱ دسمبر (پی ایس آئی) امریکی فضائیہ نے شام میں ایک بمباری کے دوران داعش کے ایک لیڈر کو ہلاک کر دیا ہے۔ سینٹ کام کے مطابق امریکی طیاروں نے بمباری کے نتیجے میں 12 جنگجو ہلاک کیے۔ واشنگٹن، دمشق، ۲۱ دسمبر (پی ایس آئی) امریکی فضائیہ نے شام میں ایک بمباری کے دوران داعش کے ایک لیڈر کو ہلاک کر دیا ہے۔ سینٹ کام کے مطابق امریکی طیاروں نے بمباری کے نتیجے میں 12 جنگجو ہلاک کیے۔ واشنگٹن، دمشق، ۲۱ دسمبر (پی ایس آئی) امریکی فضائیہ نے شام میں ایک بمباری کے دوران داعش کے ایک لیڈر کو ہلاک کر دیا ہے۔ سینٹ: [135, 979, 453, 1156]
- decoration-wheel-icon: [832, 80, 892, 140]
- gaza-headline: غزہ میں امریکیوں کو نکالنے میں ناکامی: امریکی حکومت کے خلاف مقدمہ: [766, 894, 936, 982]
- header-bottom-rule: [15, 56, 940, 58]
- mauritania-headline: موریطانوی علما کونسل کے سربراہ کی غزہ کے عوام کی مادی اور معنوی مدد کی اپیل: [785, 309, 937, 429]
- srilanka-headline: حکومت جنگی جرائم میں ملوث اسرائیلی فوجیوں کو سری لنکا آنے سے روکے: سول سوسائٹی: [466, 888, 750, 944]
- germany-headline: جرمنی: کرسمس مارکیٹ میں گاڑی نے طوفانی رفتار سے لوگوں کو کچل ڈالا، دو افراد ہلاک، 80 زخمی: [16, 306, 236, 390]
- section-title: مسلم/ممالک: [631, 29, 780, 55]
- diver-figure-icon: [111, 1245, 151, 1335]
